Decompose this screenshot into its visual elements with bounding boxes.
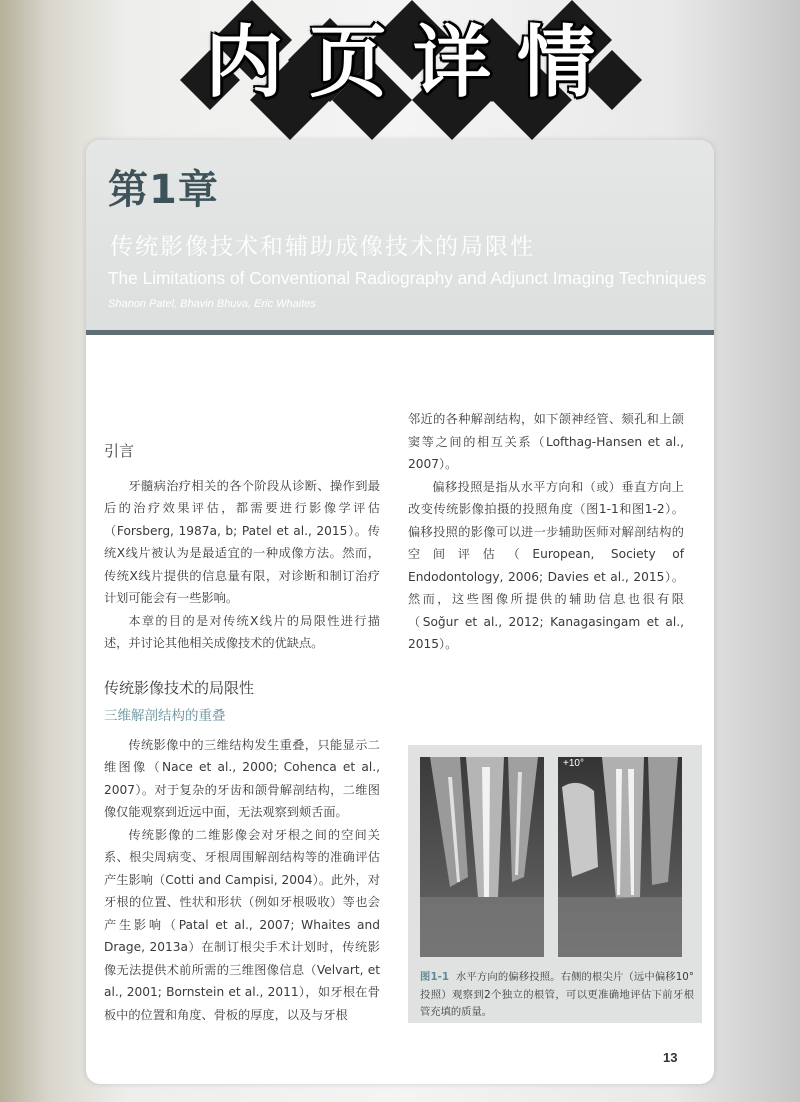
figure-number: 图1-1 — [420, 971, 450, 983]
right-column — [408, 408, 684, 656]
figure-1-1 — [408, 745, 702, 1023]
figure-caption-text: 水平方向的偏移投照。右侧的根尖片（远中偏移10° 投照）观察到2个独立的根管，可以更准确地评估下前牙根管充填的质量。 — [420, 971, 695, 1018]
banner-title: 内页详情 — [204, 18, 621, 108]
chapter-title-cn: 传统影像技术和辅助成像技术的局限性 — [110, 234, 535, 260]
section-paragraph-2: 传统影像的二维影像会对牙根之间的空间关系、根尖周病变、牙根周围解剖结构等的准确评估产生影响（Cotti and Campisi, 2004）。此外，对牙根的位置、性状和形状（例如牙根吸收）等也会产生影响（Patal et al., 2007; Whaites and Drage, 2013a）在制订根尖手术计划时，传统影像无法提供术前所需的三维图像信息（Velvart, et al., 2001; Bornstein et al., 2011），如牙根在骨板中的位置和角度、骨板的厚度，以及与牙根 — [104, 827, 380, 1022]
xray-right-image — [558, 757, 682, 957]
chapter-header — [86, 140, 714, 335]
book-page — [86, 140, 714, 1084]
banner — [0, 0, 800, 140]
left-column — [104, 440, 380, 1026]
section-paragraph-1: 传统影像中的三维结构发生重叠，只能显示二维图像（Nace et al., 2000; Cohenca et al., 2007）。对于复杂的牙齿和颌骨解剖结构，二维图像仅能观察到近远中面，无法观察到颊舌面。 — [104, 737, 380, 819]
chapter-title-en: The Limitations of Conventional Radiography and Adjunct Imaging Techniques — [108, 268, 707, 288]
chapter-number: 第1章 — [108, 167, 219, 213]
intro-paragraph-1: 牙髓病治疗相关的各个阶段从诊断、操作到最后的治疗效果评估，都需要进行影像学评估（Forsberg, 1987a, b; Patel et al., 2015）。传统X线片被认为是最适宜的一种成像方法。然而，传统X线片提供的信息量有限，对诊断和制订治疗计划可能会有一些影响。 — [104, 478, 380, 605]
figure-caption — [420, 969, 694, 1022]
right-paragraph-2: 偏移投照是指从水平方向和（或）垂直方向上改变传统影像拍摄的投照角度（图1-1和图1-2）。偏移投照的影像可以进一步辅助医师对解剖结构的空间评估（European, Society of Endodontology, 2006; Davies et al., 2015）。然而，这些图像所提供的辅助信息也很有限（Soğur et al., 2012; Kanagasingam et al., 2015）。 — [408, 479, 684, 651]
angle-label: +10° — [563, 758, 584, 769]
xray-left-image — [420, 757, 544, 957]
section-heading: 传统影像技术的局限性 — [104, 678, 255, 697]
intro-paragraph-2: 本章的目的是对传统X线片的局限性进行描述，并讨论其他相关成像技术的优缺点。 — [104, 613, 380, 650]
page-number: 13 — [663, 1050, 678, 1065]
intro-heading: 引言 — [104, 442, 135, 460]
subsection-heading: 三维解剖结构的重叠 — [104, 708, 226, 724]
chapter-authors: Shanon Patel, Bhavin Bhuva, Eric Whaites — [108, 298, 316, 310]
right-paragraph-1: 邻近的各种解剖结构，如下颌神经管、颏孔和上颌窦等之间的相互关系（Lofthag-Hansen et al., 2007）。 — [408, 412, 684, 471]
